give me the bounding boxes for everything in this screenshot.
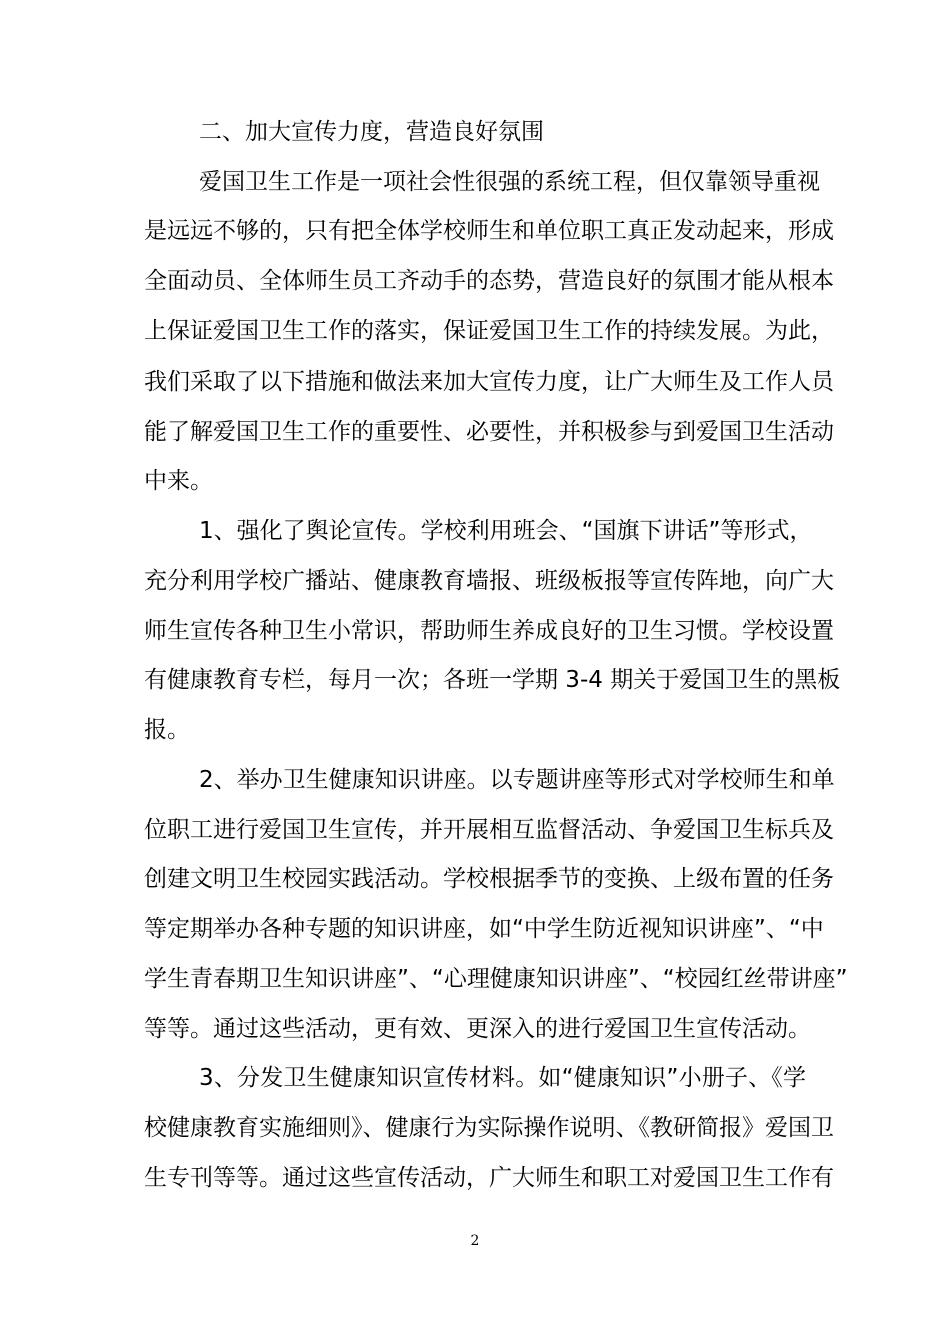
section-heading: 二、加大宣传力度，营造良好氛围: [199, 119, 544, 145]
paragraph-line: 等等。通过这些活动，更有效、更深入的进行爱国卫生宣传活动。: [144, 1016, 811, 1042]
paragraph-line: 2、举办卫生健康知识讲座。以专题讲座等形式对学校师生和单: [199, 767, 835, 793]
paragraph-line: 师生宣传各种卫生小常识，帮助师生养成良好的卫生习惯。学校设置: [144, 618, 834, 644]
paragraph-line: 上保证爱国卫生工作的落实，保证爱国卫生工作的持续发展。为此，: [144, 318, 834, 344]
paragraph-line: 创建文明卫生校园实践活动。学校根据季节的变换、上级布置的任务: [144, 866, 834, 892]
paragraph-line: 学生青春期卫生知识讲座”、“心理健康知识讲座”、“校园红丝带讲座”: [144, 966, 848, 992]
paragraph-line: 3、分发卫生健康知识宣传材料。如“健康知识”小册子、《学: [199, 1065, 806, 1091]
paragraph-line: 全面动员、全体师生员工齐动手的态势，营造良好的氛围才能从根本: [144, 268, 834, 294]
paragraph-line: 1、强化了舆论宣传。学校利用班会、“国旗下讲话”等形式，: [199, 518, 813, 544]
paragraph-line: 校健康教育实施细则》、健康行为实际操作说明、《教研简报》爱国卫: [144, 1115, 834, 1141]
paragraph-line: 爱国卫生工作是一项社会性很强的系统工程，但仅靠领导重视: [199, 169, 820, 195]
paragraph-line: 能了解爱国卫生工作的重要性、必要性，并积极参与到爱国卫生活动: [144, 419, 834, 445]
paragraph-line: 中来。: [144, 468, 213, 494]
paragraph-line: 报。: [144, 717, 190, 743]
paragraph-line: 我们采取了以下措施和做法来加大宣传力度，让广大师生及工作人员: [144, 369, 834, 395]
paragraph-line: 充分利用学校广播站、健康教育墙报、班级板报等宣传阵地，向广大: [144, 568, 834, 594]
paragraph-line: 是远远不够的，只有把全体学校师生和单位职工真正发动起来，形成: [144, 218, 834, 244]
paragraph-line: 等定期举办各种专题的知识讲座，如“中学生防近视知识讲座”、“中: [144, 916, 824, 942]
paragraph-line: 位职工进行爱国卫生宣传，并开展相互监督活动、争爱国卫生标兵及: [144, 817, 834, 843]
paragraph-line: 有健康教育专栏，每月一次；各班一学期 3-4 期关于爱国卫生的黑板: [144, 667, 841, 693]
paragraph-line: 生专刊等等。通过这些宣传活动，广大师生和职工对爱国卫生工作有: [144, 1165, 834, 1191]
page-number: 2: [470, 1233, 480, 1249]
